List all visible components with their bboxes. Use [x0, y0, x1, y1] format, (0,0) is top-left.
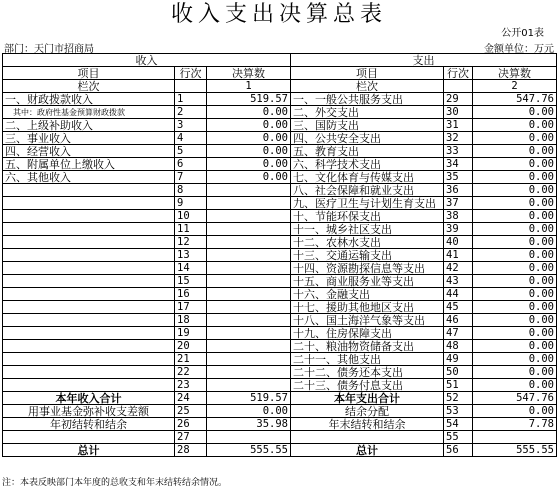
- expense-row-number: 31: [444, 119, 473, 132]
- expense-item-cell: 十七、援助其他地区支出: [291, 301, 444, 314]
- income-item-cell: [3, 184, 175, 197]
- expense-item-cell: 七、文化体育与传媒支出: [291, 171, 444, 184]
- summary-row: [3, 444, 557, 457]
- table-row: [3, 249, 557, 262]
- income-expense-table: [2, 53, 557, 457]
- table-row: [3, 327, 557, 340]
- income-item-cell: [3, 249, 175, 262]
- expense-amount-cell: 0.00: [473, 275, 557, 288]
- empty-cell: [175, 80, 207, 93]
- expense-amount-cell: 0.00: [473, 366, 557, 379]
- income-amount-cell: 0.00: [207, 119, 291, 132]
- expense-column-index: 2: [473, 80, 557, 93]
- income-item-cell: 六、其他收入: [3, 171, 175, 184]
- expense-row-number: 51: [444, 379, 473, 392]
- expense-summary-label: 总计: [291, 444, 444, 457]
- expense-item-cell: 十四、资源勘探信息等支出: [291, 262, 444, 275]
- income-row-number: 4: [175, 132, 207, 145]
- income-amount-cell: [207, 366, 291, 379]
- expense-row-number: 33: [444, 145, 473, 158]
- income-item-cell: [3, 301, 175, 314]
- report-title: 收入支出决算总表: [170, 2, 387, 27]
- table-row: [3, 210, 557, 223]
- income-item-cell: [3, 275, 175, 288]
- column-index-row: [3, 80, 557, 93]
- income-amount-cell: [207, 353, 291, 366]
- table-row: [3, 353, 557, 366]
- income-row-number: 9: [175, 197, 207, 210]
- form-number: 公开01表: [501, 28, 544, 39]
- income-item-cell: 五、附属单位上缴收入: [3, 158, 175, 171]
- expense-item-cell: 一、一般公共服务支出: [291, 93, 444, 106]
- expense-row-number: 36: [444, 184, 473, 197]
- table-row: [3, 236, 557, 249]
- expense-summary-amount: 7.78: [473, 418, 557, 431]
- income-amount-cell: [207, 236, 291, 249]
- income-row-number: 12: [175, 236, 207, 249]
- expense-row-number: 54: [444, 418, 473, 431]
- income-item-cell: [3, 379, 175, 392]
- expense-amount-cell: 0.00: [473, 353, 557, 366]
- income-amount-cell: [207, 210, 291, 223]
- income-row-number: 6: [175, 158, 207, 171]
- expense-amount-cell: 0.00: [473, 210, 557, 223]
- income-section-header: 收入: [3, 54, 291, 67]
- income-row-number: 17: [175, 301, 207, 314]
- income-amount-cell: [207, 301, 291, 314]
- expense-item-cell: 六、科学技术支出: [291, 158, 444, 171]
- income-item-cell: [3, 340, 175, 353]
- expense-amount-header: 决算数: [473, 67, 557, 80]
- income-amount-cell: 0.00: [207, 158, 291, 171]
- income-row-number: 5: [175, 145, 207, 158]
- income-amount-cell: [207, 184, 291, 197]
- expense-row-number: 39: [444, 223, 473, 236]
- income-summary-label: 本年收入合计: [3, 392, 175, 405]
- expense-item-cell: 五、教育支出: [291, 145, 444, 158]
- expense-item-cell: 八、社会保障和就业支出: [291, 184, 444, 197]
- expense-row-number: 29: [444, 93, 473, 106]
- income-row-number: 13: [175, 249, 207, 262]
- expense-item-cell: 二十三、债务付息支出: [291, 379, 444, 392]
- table-row: [3, 288, 557, 301]
- income-row-number: 7: [175, 171, 207, 184]
- expense-amount-cell: 547.76: [473, 93, 557, 106]
- expense-row-number: 32: [444, 132, 473, 145]
- expense-row-header: 行次: [444, 67, 473, 80]
- expense-item-cell: 十、节能环保支出: [291, 210, 444, 223]
- summary-row: [3, 392, 557, 405]
- expense-amount-cell: 0.00: [473, 327, 557, 340]
- income-item-cell: [3, 327, 175, 340]
- income-summary-amount: 35.98: [207, 418, 291, 431]
- table-row: [3, 314, 557, 327]
- expense-row-number: 52: [444, 392, 473, 405]
- expense-amount-cell: 0.00: [473, 158, 557, 171]
- expense-item-cell: 四、公共安全支出: [291, 132, 444, 145]
- income-row-number: 28: [175, 444, 207, 457]
- income-row-number: 27: [175, 431, 207, 444]
- expense-amount-cell: 0.00: [473, 119, 557, 132]
- table-row: [3, 145, 557, 158]
- income-amount-cell: [207, 275, 291, 288]
- income-row-number: 19: [175, 327, 207, 340]
- income-item-cell: [3, 262, 175, 275]
- income-row-number: 14: [175, 262, 207, 275]
- expense-item-cell: 三、国防支出: [291, 119, 444, 132]
- income-row-number: 22: [175, 366, 207, 379]
- income-item-cell: 四、经营收入: [3, 145, 175, 158]
- income-item-cell: 二、上级补助收入: [3, 119, 175, 132]
- empty-cell: [444, 80, 473, 93]
- table-row: [3, 197, 557, 210]
- expense-amount-cell: 0.00: [473, 288, 557, 301]
- income-amount-cell: [207, 249, 291, 262]
- expense-row-number: 40: [444, 236, 473, 249]
- summary-row: [3, 418, 557, 431]
- income-row-number: 24: [175, 392, 207, 405]
- expense-section-header: 支出: [291, 54, 557, 67]
- expense-amount-cell: 0.00: [473, 145, 557, 158]
- income-amount-cell: [207, 288, 291, 301]
- expense-row-number: 53: [444, 405, 473, 418]
- expense-summary-amount: 0.00: [473, 405, 557, 418]
- income-amount-header: 决算数: [207, 67, 291, 80]
- income-row-number: 16: [175, 288, 207, 301]
- expense-amount-cell: 0.00: [473, 314, 557, 327]
- income-row-number: 1: [175, 93, 207, 106]
- expense-item-cell: 十六、金融支出: [291, 288, 444, 301]
- income-item-cell: 三、事业收入: [3, 132, 175, 145]
- table-row: [3, 184, 557, 197]
- income-row-number: 10: [175, 210, 207, 223]
- table-row: [3, 275, 557, 288]
- income-row-number: 20: [175, 340, 207, 353]
- income-row-number: 25: [175, 405, 207, 418]
- expense-summary-amount: 547.76: [473, 392, 557, 405]
- income-item-cell: [3, 288, 175, 301]
- amount-unit-label: 金额单位：万元: [484, 44, 554, 55]
- expense-row-number: 34: [444, 158, 473, 171]
- expense-item-cell: 十一、城乡社区支出: [291, 223, 444, 236]
- expense-row-number: 30: [444, 106, 473, 119]
- summary-row: [3, 431, 557, 444]
- income-amount-cell: [207, 340, 291, 353]
- expense-row-number: 44: [444, 288, 473, 301]
- expense-row-number: 55: [444, 431, 473, 444]
- income-amount-cell: 0.00: [207, 132, 291, 145]
- expense-summary-amount: 555.55: [473, 444, 557, 457]
- expense-summary-label: 年末结转和结余: [291, 418, 444, 431]
- income-item-cell: [3, 314, 175, 327]
- income-item-cell: 其中：政府性基金预算财政拨款: [3, 106, 175, 119]
- expense-amount-cell: 0.00: [473, 236, 557, 249]
- table-row: [3, 340, 557, 353]
- expense-summary-label: [291, 431, 444, 444]
- income-row-number: 11: [175, 223, 207, 236]
- income-item-header: 项目: [3, 67, 175, 80]
- income-summary-label: 年初结转和结余: [3, 418, 175, 431]
- income-summary-amount: 0.00: [207, 405, 291, 418]
- expense-item-cell: 十八、国土海洋气象等支出: [291, 314, 444, 327]
- income-summary-label: 总计: [3, 444, 175, 457]
- income-row-number: 2: [175, 106, 207, 119]
- income-amount-cell: 0.00: [207, 171, 291, 184]
- income-amount-cell: [207, 314, 291, 327]
- expense-summary-amount: [473, 431, 557, 444]
- table-row: [3, 93, 557, 106]
- expense-amount-cell: 0.00: [473, 132, 557, 145]
- income-item-cell: 一、财政拨款收入: [3, 93, 175, 106]
- income-summary-label: [3, 431, 175, 444]
- expense-amount-cell: 0.00: [473, 249, 557, 262]
- expense-amount-cell: 0.00: [473, 171, 557, 184]
- expense-row-number: 49: [444, 353, 473, 366]
- income-row-number: 8: [175, 184, 207, 197]
- income-summary-amount: [207, 431, 291, 444]
- expense-item-cell: 十九、住房保障支出: [291, 327, 444, 340]
- expense-item-cell: 十五、商业服务业等支出: [291, 275, 444, 288]
- table-row: [3, 379, 557, 392]
- expense-row-number: 35: [444, 171, 473, 184]
- income-row-number: 18: [175, 314, 207, 327]
- expense-amount-cell: 0.00: [473, 379, 557, 392]
- table-row: [3, 262, 557, 275]
- table-footnote: 注：本表反映部门本年度的总收支和年末结转结余情况。: [2, 478, 228, 488]
- expense-item-cell: 九、医疗卫生与计划生育支出: [291, 197, 444, 210]
- expense-row-number: 41: [444, 249, 473, 262]
- column-header-row: [3, 67, 557, 80]
- expense-item-cell: 二十二、债务还本支出: [291, 366, 444, 379]
- income-amount-cell: 0.00: [207, 106, 291, 119]
- income-summary-label: 用事业基金弥补收支差额: [3, 405, 175, 418]
- summary-row: [3, 405, 557, 418]
- expense-row-number: 47: [444, 327, 473, 340]
- expense-row-number: 42: [444, 262, 473, 275]
- income-row-number: 21: [175, 353, 207, 366]
- expense-amount-cell: 0.00: [473, 197, 557, 210]
- expense-item-cell: 二十、粮油物资储备支出: [291, 340, 444, 353]
- income-row-number: 26: [175, 418, 207, 431]
- expense-amount-cell: 0.00: [473, 184, 557, 197]
- expense-row-number: 43: [444, 275, 473, 288]
- expense-column-label: 栏次: [291, 80, 444, 93]
- expense-item-cell: 二十一、其他支出: [291, 353, 444, 366]
- income-row-header: 行次: [175, 67, 207, 80]
- expense-item-header: 项目: [291, 67, 444, 80]
- expense-amount-cell: 0.00: [473, 223, 557, 236]
- income-amount-cell: [207, 223, 291, 236]
- income-amount-cell: [207, 262, 291, 275]
- table-row: [3, 106, 557, 119]
- income-column-index: 1: [207, 80, 291, 93]
- table-row: [3, 301, 557, 314]
- table-row: [3, 119, 557, 132]
- table-row: [3, 223, 557, 236]
- income-item-cell: [3, 210, 175, 223]
- income-summary-amount: 555.55: [207, 444, 291, 457]
- expense-row-number: 56: [444, 444, 473, 457]
- expense-amount-cell: 0.00: [473, 301, 557, 314]
- income-amount-cell: [207, 379, 291, 392]
- section-header-row: [3, 54, 557, 67]
- table-row: [3, 132, 557, 145]
- income-amount-cell: [207, 327, 291, 340]
- income-amount-cell: 519.57: [207, 93, 291, 106]
- department-label: 部门：天门市招商局: [4, 44, 94, 55]
- expense-row-number: 38: [444, 210, 473, 223]
- table-row: [3, 366, 557, 379]
- expense-summary-label: 结余分配: [291, 405, 444, 418]
- expense-row-number: 50: [444, 366, 473, 379]
- income-row-number: 15: [175, 275, 207, 288]
- income-row-number: 23: [175, 379, 207, 392]
- table-row: [3, 171, 557, 184]
- expense-row-number: 46: [444, 314, 473, 327]
- expense-amount-cell: 0.00: [473, 106, 557, 119]
- income-item-cell: [3, 223, 175, 236]
- income-column-label: 栏次: [3, 80, 175, 93]
- income-item-cell: [3, 353, 175, 366]
- income-row-number: 3: [175, 119, 207, 132]
- income-item-cell: [3, 366, 175, 379]
- expense-row-number: 45: [444, 301, 473, 314]
- expense-item-cell: 十二、农林水支出: [291, 236, 444, 249]
- income-item-cell: [3, 197, 175, 210]
- expense-summary-label: 本年支出合计: [291, 392, 444, 405]
- expense-amount-cell: 0.00: [473, 340, 557, 353]
- expense-row-number: 48: [444, 340, 473, 353]
- expense-item-cell: 二、外交支出: [291, 106, 444, 119]
- income-amount-cell: 0.00: [207, 145, 291, 158]
- income-summary-amount: 519.57: [207, 392, 291, 405]
- expense-item-cell: 十三、交通运输支出: [291, 249, 444, 262]
- income-item-cell: [3, 236, 175, 249]
- expense-amount-cell: 0.00: [473, 262, 557, 275]
- table-row: [3, 158, 557, 171]
- expense-row-number: 37: [444, 197, 473, 210]
- income-amount-cell: [207, 197, 291, 210]
